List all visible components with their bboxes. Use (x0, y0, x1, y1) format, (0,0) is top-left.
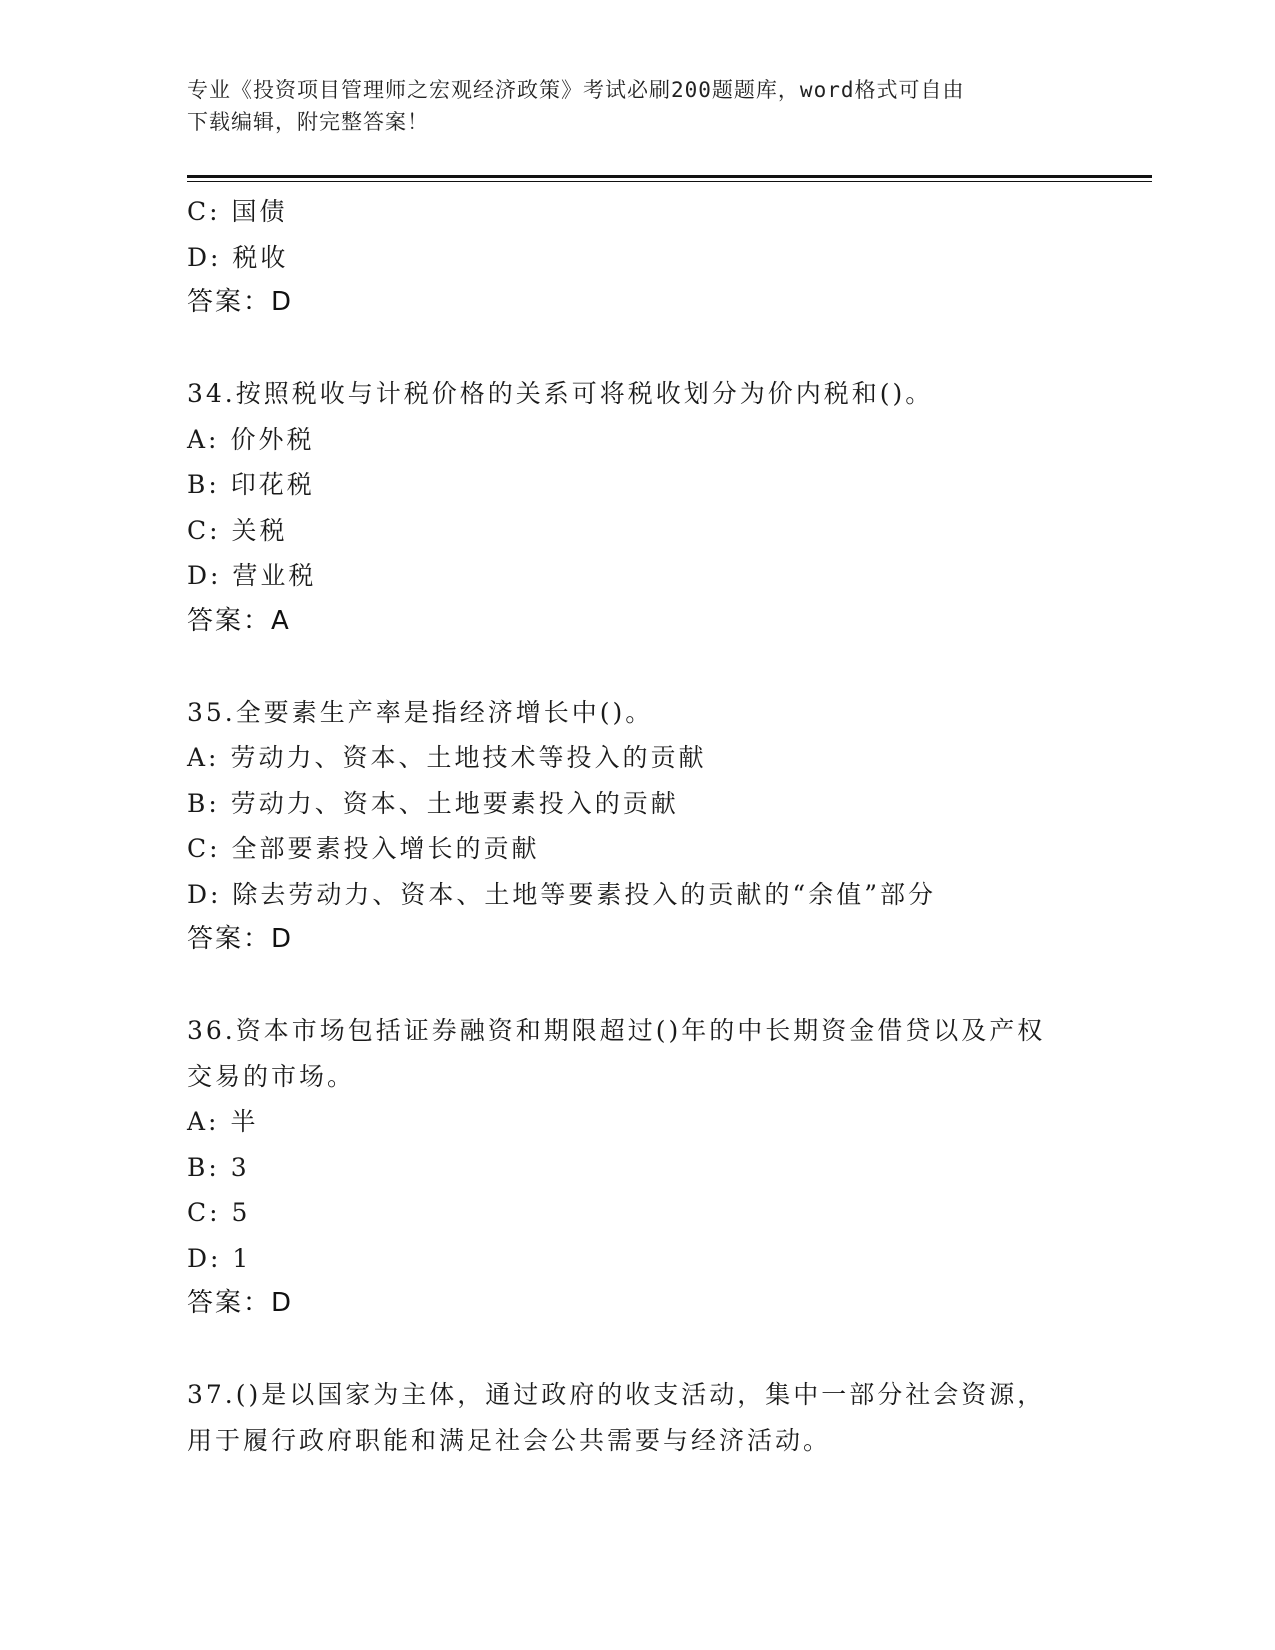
option-a (187, 1099, 1087, 1145)
option-letter: D: (187, 561, 222, 590)
question-stem-line-2: 用于履行政府职能和满足社会公共需要与经济活动。 (187, 1425, 832, 1455)
option-letter: B: (187, 788, 220, 818)
option-text: 税收 (232, 242, 289, 272)
option-letter: A: (187, 1107, 220, 1136)
option-text: 1 (232, 1243, 252, 1273)
option-text: 全部要素投入增长的贡献 (231, 834, 540, 863)
question-34 (187, 371, 1087, 644)
option-text: 5 (231, 1198, 251, 1227)
option-c (187, 508, 1087, 554)
option-d (187, 553, 1087, 599)
option-letter: B: (187, 470, 220, 499)
option-c (187, 826, 1087, 872)
spacer (187, 1327, 1087, 1373)
option-letter: C: (187, 515, 221, 545)
question-stem: 35.全要素生产率是指经济增长中()。 (187, 697, 654, 727)
option-b (187, 462, 1087, 508)
option-text: 营业税 (232, 561, 317, 590)
document-header (187, 74, 1067, 138)
question-36 (187, 1008, 1087, 1327)
option-a (187, 417, 1087, 463)
spacer (187, 644, 1087, 690)
header-line-1: 专业《投资项目管理师之宏观经济政策》考试必刷200题题库，word格式可自由 (187, 78, 965, 102)
option-letter: C: (187, 834, 221, 863)
question-stem-line-1: 36.资本市场包括证券融资和期限超过()年的中长期资金借贷以及产权 (187, 1016, 1046, 1045)
option-letter: D: (187, 242, 222, 272)
question-stem-line-2: 交易的市场。 (187, 1061, 356, 1091)
option-d (187, 1236, 1087, 1282)
option-b (187, 1145, 1087, 1191)
option-b (187, 781, 1087, 827)
answer-line: 答案：D (187, 1288, 294, 1318)
answer-line: 答案：A (187, 605, 291, 636)
question-33-continued (187, 189, 1087, 326)
option-letter: D: (187, 1243, 222, 1273)
header-line-2: 下载编辑，附完整答案！ (187, 110, 429, 134)
option-text: 价外税 (230, 424, 315, 454)
option-letter: A: (187, 424, 220, 454)
option-d (187, 235, 1087, 281)
option-letter: D: (187, 879, 222, 909)
header-rule-thick (187, 175, 1152, 178)
option-text: 3 (230, 1152, 250, 1182)
option-text: 半 (230, 1107, 259, 1136)
option-a (187, 735, 1087, 781)
answer-line: 答案：D (187, 924, 294, 954)
option-d (187, 872, 1087, 918)
option-letter: C: (187, 197, 221, 226)
option-text: 关税 (231, 515, 288, 545)
option-text: 印花税 (230, 470, 315, 499)
question-stem: 34.按照税收与计税价格的关系可将税收划分为价内税和()。 (187, 379, 934, 408)
option-letter: C: (187, 1198, 221, 1227)
option-text: 劳动力、资本、土地技术等投入的贡献 (230, 743, 707, 772)
question-35 (187, 690, 1087, 963)
option-letter: B: (187, 1152, 220, 1182)
spacer (187, 326, 1087, 372)
option-letter: A: (187, 743, 220, 772)
spacer (187, 963, 1087, 1009)
question-37 (187, 1372, 1087, 1463)
question-stem-line-1: 37.()是以国家为主体，通过政府的收支活动，集中一部分社会资源， (187, 1380, 1046, 1409)
option-c (187, 1190, 1087, 1236)
option-text: 国债 (231, 197, 288, 226)
answer-line: 答案：D (187, 287, 294, 317)
document-body (187, 189, 1087, 1463)
header-rule-thin (187, 181, 1152, 182)
option-text: 除去劳动力、资本、土地等要素投入的贡献的“余值”部分 (232, 879, 936, 909)
option-c (187, 189, 1087, 235)
option-text: 劳动力、资本、土地要素投入的贡献 (230, 788, 679, 818)
